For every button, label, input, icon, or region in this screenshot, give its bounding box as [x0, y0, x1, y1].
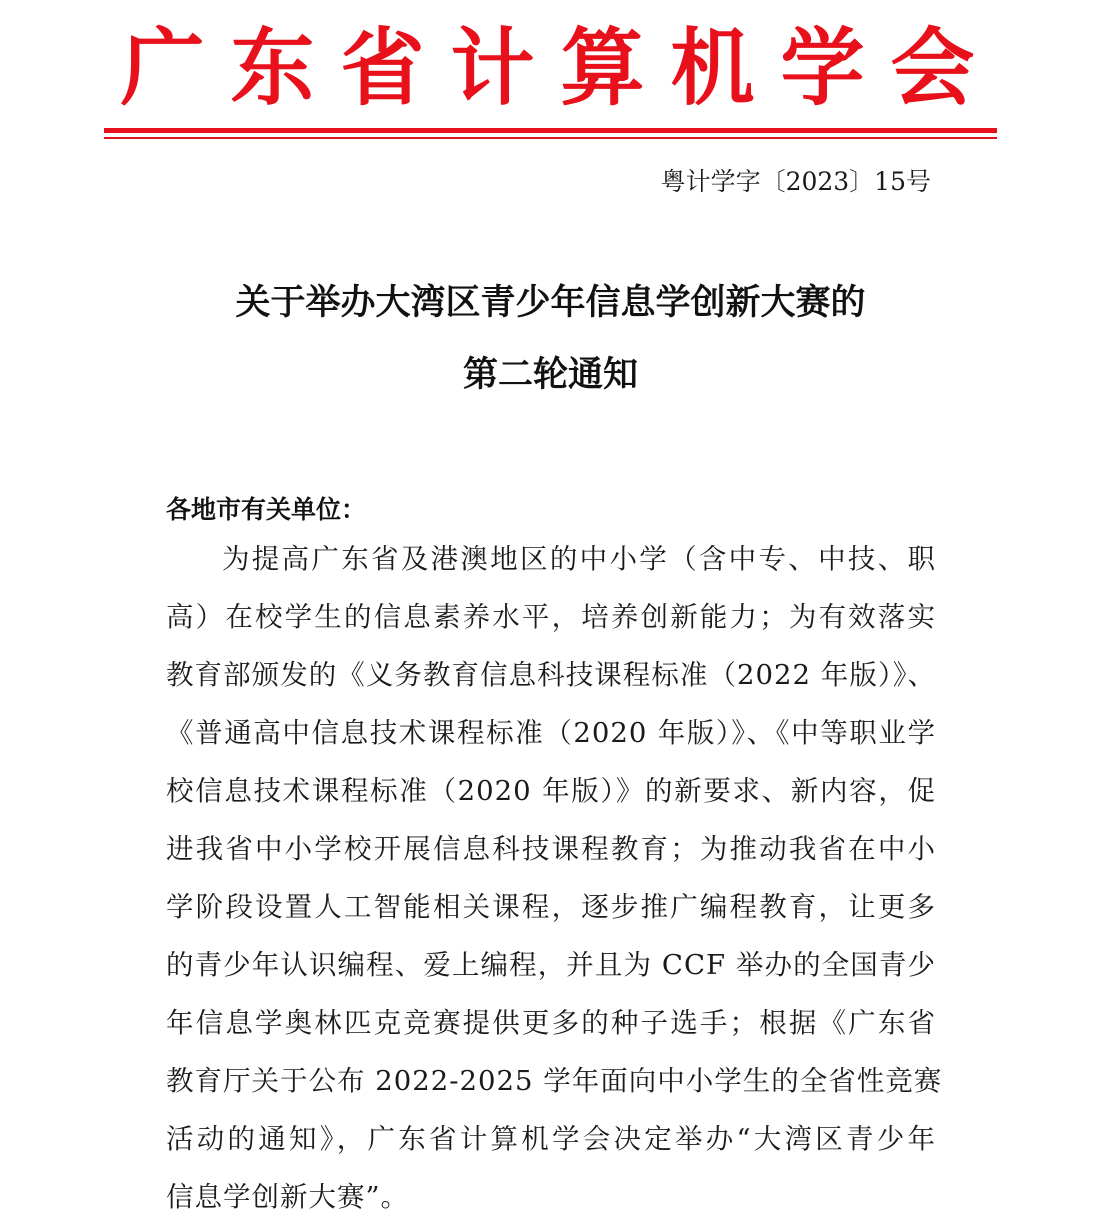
- masthead-rule-thin: [104, 137, 997, 139]
- body-line: 的青少年认识编程、爱上编程，并且为 CCF 举办的全国青少: [166, 949, 936, 981]
- masthead-org-name: 广东省计算机学会: [120, 18, 1001, 117]
- body-line: 年信息学奥林匹克竞赛提供更多的种子选手；根据《广东省: [166, 1007, 936, 1039]
- body-line: 为提高广东省及港澳地区的中小学（含中专、中技、职: [222, 543, 936, 575]
- document-number: 粤计学字〔2023〕15号: [660, 167, 931, 196]
- body-paragraph: [166, 530, 943, 1226]
- document-title-line-2: 第二轮通知: [462, 354, 638, 395]
- body-line: 教育厅关于公布 2022-2025 学年面向中小学生的全省性竞赛: [166, 1065, 943, 1097]
- body-line: 信息学创新大赛”。: [166, 1181, 410, 1213]
- salutation: 各地市有关单位：: [166, 495, 367, 524]
- body-line: 教育部颁发的《义务教育信息科技课程标准（2022 年版）》、: [166, 659, 936, 691]
- document-title-line-1: 关于举办大湾区青少年信息学创新大赛的: [235, 282, 866, 323]
- body-line: 校信息技术课程标准（2020 年版）》的新要求、新内容，促: [166, 775, 936, 807]
- body-line: 进我省中小学校开展信息科技课程教育；为推动我省在中小: [166, 833, 936, 865]
- body-line: 高）在校学生的信息素养水平，培养创新能力；为有效落实: [166, 601, 936, 633]
- body-line: 学阶段设置人工智能相关课程，逐步推广编程教育，让更多: [166, 891, 936, 923]
- body-line: 《普通高中信息技术课程标准（2020 年版）》、《中等职业学: [166, 717, 936, 749]
- body-line: 活动的通知》，广东省计算机学会决定举办“大湾区青少年: [166, 1123, 936, 1155]
- masthead-rule-thick: [104, 128, 997, 133]
